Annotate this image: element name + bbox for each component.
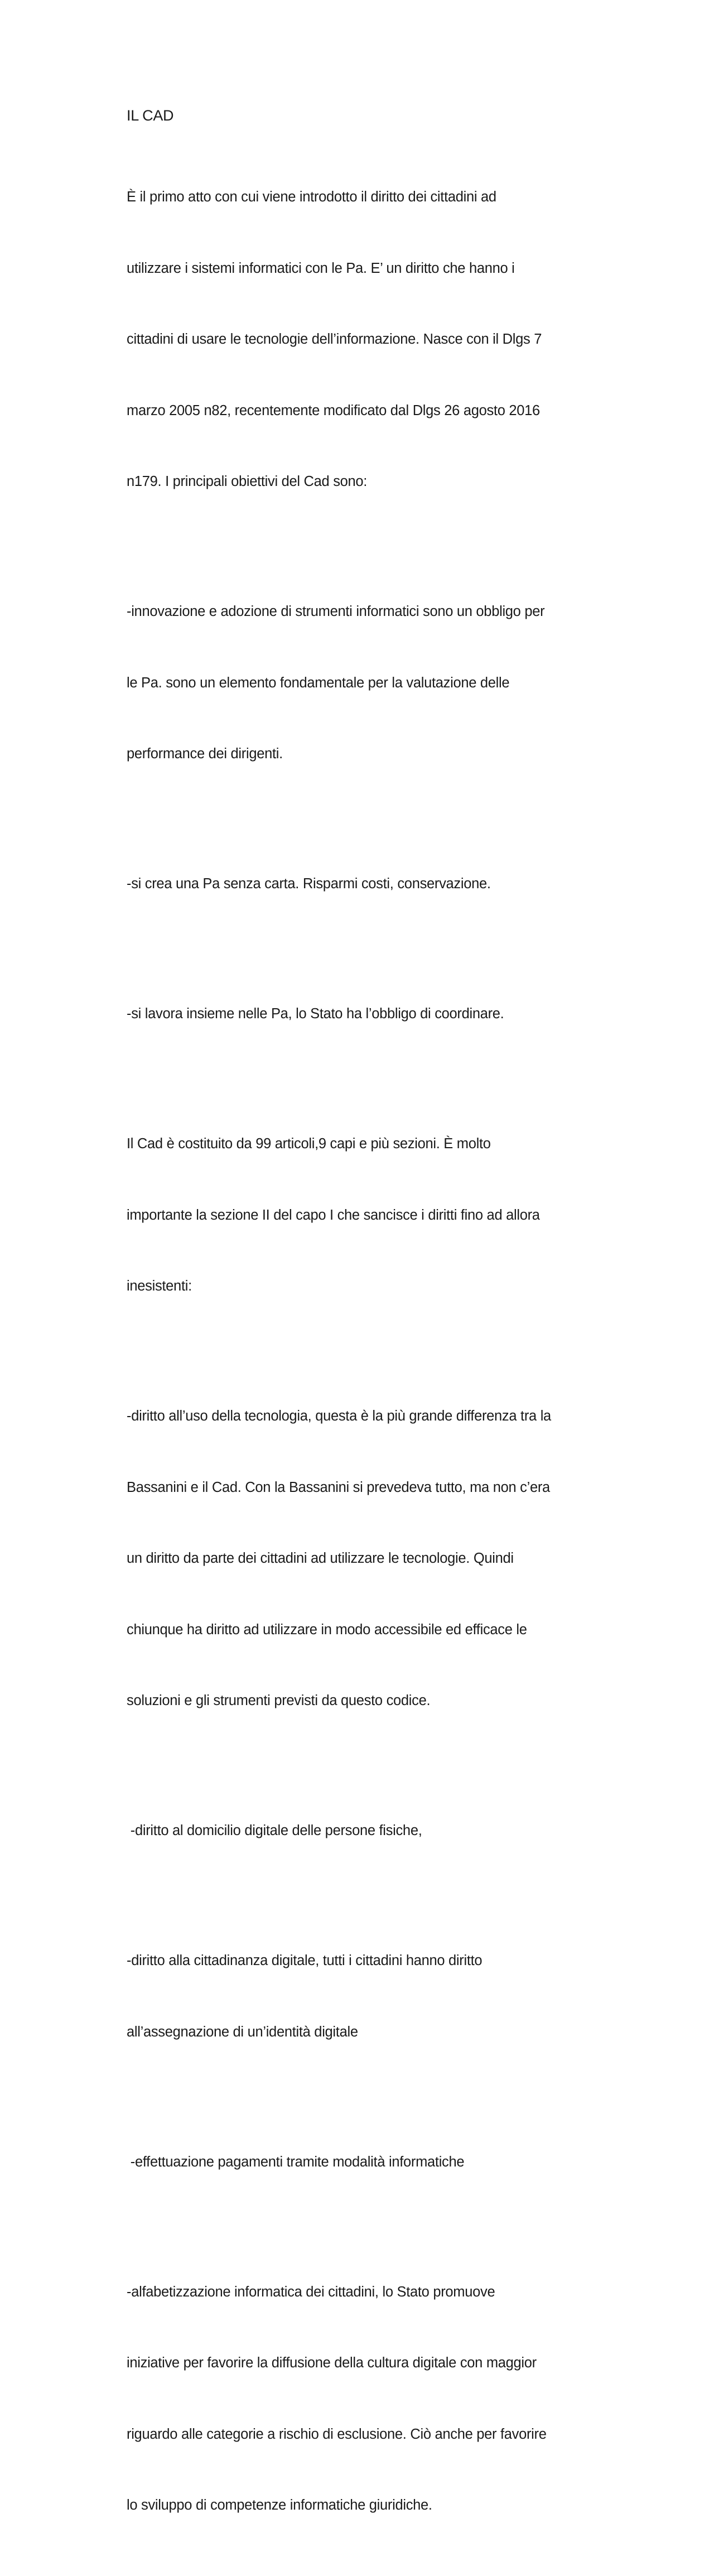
text-line: -si lavora insieme nelle Pa, lo Stato ha l’obbligo di coordinare.: [127, 1006, 504, 1022]
text-line: Il Cad è costituito da 99 articoli,9 capi e più sezioni. È molto: [127, 1136, 491, 1152]
text-line: riguardo alle categorie a rischio di esclusione. Ciò anche per favorire: [127, 2426, 547, 2442]
text-line: iniziative per favorire la diffusione della cultura digitale con maggior: [127, 2355, 537, 2371]
text-line: n179. I principali obiettivi del Cad sono:: [127, 474, 368, 489]
text-line: inesistenti:: [127, 1278, 192, 1294]
paragraph-coordinare: [127, 955, 612, 1073]
paragraph-domicilio-digitale: [127, 1771, 612, 1890]
text-line: importante la sezione II del capo I che sancisce i diritti fino ad allora: [127, 1207, 540, 1223]
text-line: performance dei dirigenti.: [127, 746, 283, 762]
paragraph-intro: [127, 138, 612, 541]
text-line: le Pa. sono un elemento fondamentale per la valutazione delle: [127, 675, 510, 691]
paragraph-cittadinanza-digitale: [127, 1901, 612, 2091]
paragraph-pagamenti: [127, 2103, 612, 2222]
paragraph-senza-carta: [127, 825, 612, 943]
text-line: soluzioni e gli strumenti previsti da questo codice.: [127, 1693, 431, 1708]
text-line: un diritto da parte dei cittadini ad utilizzare le tecnologie. Quindi: [127, 1551, 514, 1566]
text-line: -si crea una Pa senza carta. Risparmi costi, conservazione.: [127, 876, 491, 892]
text-line: utilizzare i sistemi informatici con le Pa. E’ un diritto che hanno i: [127, 260, 515, 276]
paragraph-innovazione: [127, 552, 612, 813]
text-line: -innovazione e adozione di strumenti informatici sono un obbligo per: [127, 604, 545, 619]
paragraph-alfabetizzazione: [127, 2233, 612, 2565]
text-line: marzo 2005 n82, recentemente modificato dal Dlgs 26 agosto 2016: [127, 402, 540, 418]
document-title: IL CAD: [127, 107, 174, 124]
text-line: -alfabetizzazione informatica dei cittadini, lo Stato promuove: [127, 2284, 495, 2300]
text-line: -effettuazione pagamenti tramite modalità informatiche: [127, 2154, 465, 2170]
paragraph-struttura-cad: [127, 1085, 612, 1346]
text-line: È il primo atto con cui viene introdotto il diritto dei cittadini ad: [127, 189, 496, 205]
document-body: [127, 104, 612, 2576]
paragraph-diritto-tecnologia: [127, 1357, 612, 1760]
text-line: cittadini di usare le tecnologie dell’informazione. Nasce con il Dlgs 7: [127, 331, 542, 347]
text-line: all’assegnazione di un’identità digitale: [127, 2024, 358, 2040]
text-line: -diritto al domicilio digitale delle persone fisiche,: [127, 1823, 422, 1838]
text-line: Bassanini e il Cad. Con la Bassanini si prevedeva tutto, ma non c’era: [127, 1479, 550, 1495]
text-line: lo sviluppo di competenze informatiche giuridiche.: [127, 2497, 432, 2513]
text-line: -diritto all’uso della tecnologia, questa è la più grande differenza tra la: [127, 1408, 551, 1424]
text-line: -diritto alla cittadinanza digitale, tutti i cittadini hanno diritto: [127, 1953, 483, 1968]
text-line: chiunque ha diritto ad utilizzare in modo accessibile ed efficace le: [127, 1621, 527, 1638]
